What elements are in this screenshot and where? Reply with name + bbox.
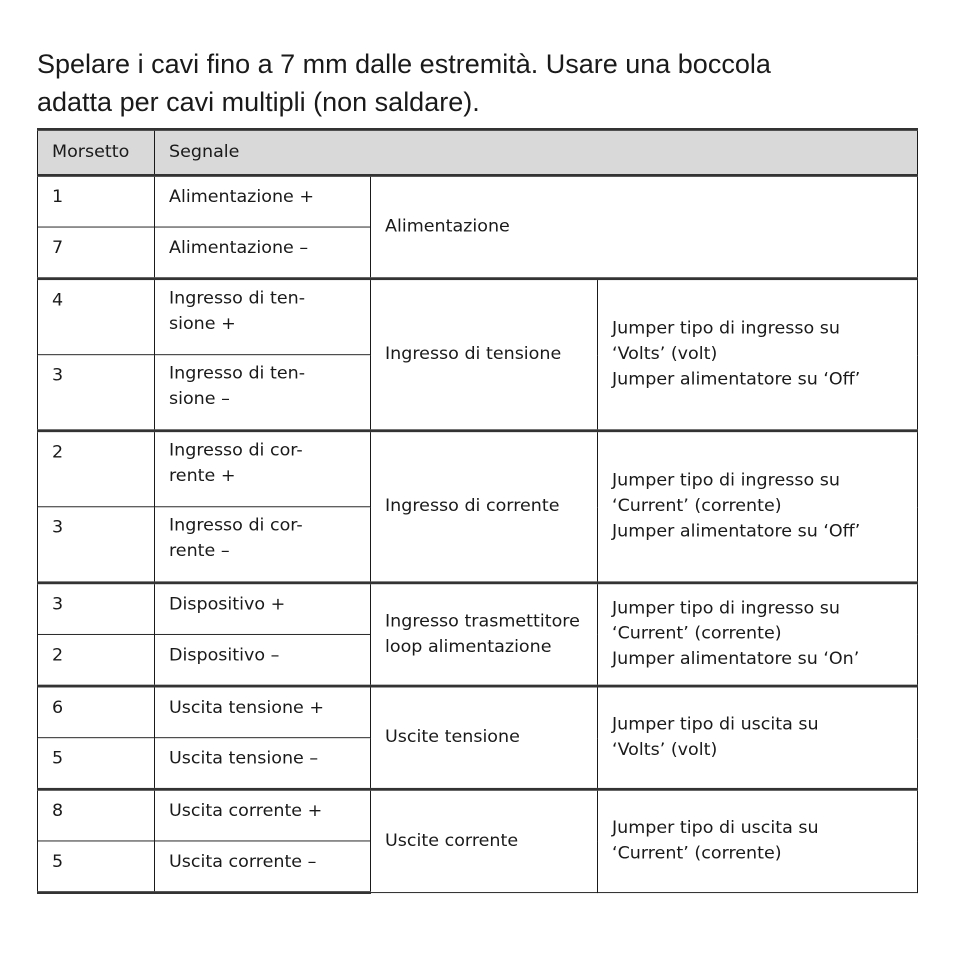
terminal-cell: 1 xyxy=(38,175,155,227)
signal-line: rente + xyxy=(169,466,236,486)
signal-line: sione – xyxy=(169,389,230,409)
function-cell xyxy=(371,686,598,789)
signal-cell xyxy=(155,279,371,355)
jumper-cell xyxy=(598,583,918,686)
terminal-cell: 3 xyxy=(38,507,155,583)
signal-cell xyxy=(155,583,371,635)
function-line: Ingresso trasmettitore xyxy=(385,611,580,631)
function-line: Ingresso di tensione xyxy=(385,344,562,364)
signal-line: Ingresso di cor- xyxy=(169,516,303,536)
jumper-line: ‘Current’ (corrente) xyxy=(612,624,782,644)
signal-line: Uscita corrente – xyxy=(169,852,317,872)
signal-line: Dispositivo + xyxy=(169,595,286,615)
terminal-cell: 2 xyxy=(38,634,155,686)
function-line: Ingresso di corrente xyxy=(385,496,560,516)
jumper-line: ‘Current’ (corrente) xyxy=(612,496,782,516)
terminal-cell: 6 xyxy=(38,686,155,738)
signal-cell xyxy=(155,789,371,841)
intro-line-1: Spelare i cavi fino a 7 mm dalle estremità. Usare una boccola xyxy=(37,49,771,79)
jumper-line: ‘Volts’ (volt) xyxy=(612,740,718,760)
function-line: Alimentazione xyxy=(385,217,510,236)
table-row xyxy=(38,686,918,738)
function-line: loop alimentazione xyxy=(385,637,552,657)
jumper-line: Jumper alimentatore su ‘Off’ xyxy=(612,522,861,542)
table-header-row xyxy=(38,129,918,175)
signal-line: Uscita corrente + xyxy=(169,802,323,821)
function-cell xyxy=(371,583,598,686)
terminal-table xyxy=(37,128,918,894)
table-row xyxy=(38,431,918,507)
signal-line: Ingresso di ten- xyxy=(169,364,306,384)
signal-line: Dispositivo – xyxy=(169,646,280,665)
terminal-cell: 2 xyxy=(38,431,155,507)
jumper-cell xyxy=(598,431,918,583)
signal-line: Uscita tensione – xyxy=(169,749,319,769)
terminal-cell: 3 xyxy=(38,355,155,431)
header-segnale: Segnale xyxy=(155,129,918,175)
table-row xyxy=(38,175,918,227)
signal-cell xyxy=(155,431,371,507)
signal-line: Alimentazione + xyxy=(169,188,315,207)
function-cell xyxy=(371,279,598,431)
function-line: Uscite tensione xyxy=(385,727,520,747)
terminal-cell: 5 xyxy=(38,738,155,790)
jumper-cell xyxy=(598,279,918,431)
signal-line: sione + xyxy=(169,314,236,334)
signal-cell xyxy=(155,841,371,893)
table-body xyxy=(38,175,918,892)
jumper-cell xyxy=(598,686,918,789)
function-line: Uscite corrente xyxy=(385,831,519,851)
header-morsetto: Morsetto xyxy=(38,129,155,175)
function-cell xyxy=(371,175,918,278)
signal-line: Ingresso di ten- xyxy=(169,289,306,309)
jumper-line: Jumper tipo di ingresso su xyxy=(612,319,840,339)
signal-cell xyxy=(155,227,371,279)
signal-cell xyxy=(155,175,371,227)
signal-line: Ingresso di cor- xyxy=(169,441,303,461)
intro-paragraph xyxy=(37,45,917,121)
terminal-cell: 3 xyxy=(38,583,155,635)
signal-cell xyxy=(155,507,371,583)
signal-cell xyxy=(155,634,371,686)
terminal-cell: 4 xyxy=(38,279,155,355)
jumper-cell xyxy=(598,789,918,892)
jumper-line: Jumper tipo di ingresso su xyxy=(612,599,840,619)
signal-line: rente – xyxy=(169,541,230,561)
terminal-cell: 8 xyxy=(38,789,155,841)
jumper-line: Jumper alimentatore su ‘On’ xyxy=(612,649,860,669)
signal-cell xyxy=(155,686,371,738)
table-row xyxy=(38,279,918,355)
jumper-line: ‘Volts’ (volt) xyxy=(612,344,718,364)
jumper-line: Jumper tipo di ingresso su xyxy=(612,471,840,491)
function-cell xyxy=(371,789,598,892)
terminal-cell: 5 xyxy=(38,841,155,893)
function-cell xyxy=(371,431,598,583)
signal-line: Uscita tensione + xyxy=(169,698,325,718)
table-row xyxy=(38,789,918,841)
signal-line: Alimentazione – xyxy=(169,238,309,258)
signal-cell xyxy=(155,738,371,790)
jumper-line: ‘Current’ (corrente) xyxy=(612,844,782,864)
terminal-cell: 7 xyxy=(38,227,155,279)
jumper-line: Jumper tipo di uscita su xyxy=(612,818,819,838)
table-row xyxy=(38,583,918,635)
jumper-line: Jumper tipo di uscita su xyxy=(612,715,819,734)
intro-line-2: adatta per cavi multipli (non saldare). xyxy=(37,87,480,117)
signal-cell xyxy=(155,355,371,431)
jumper-line: Jumper alimentatore su ‘Off’ xyxy=(612,370,861,389)
